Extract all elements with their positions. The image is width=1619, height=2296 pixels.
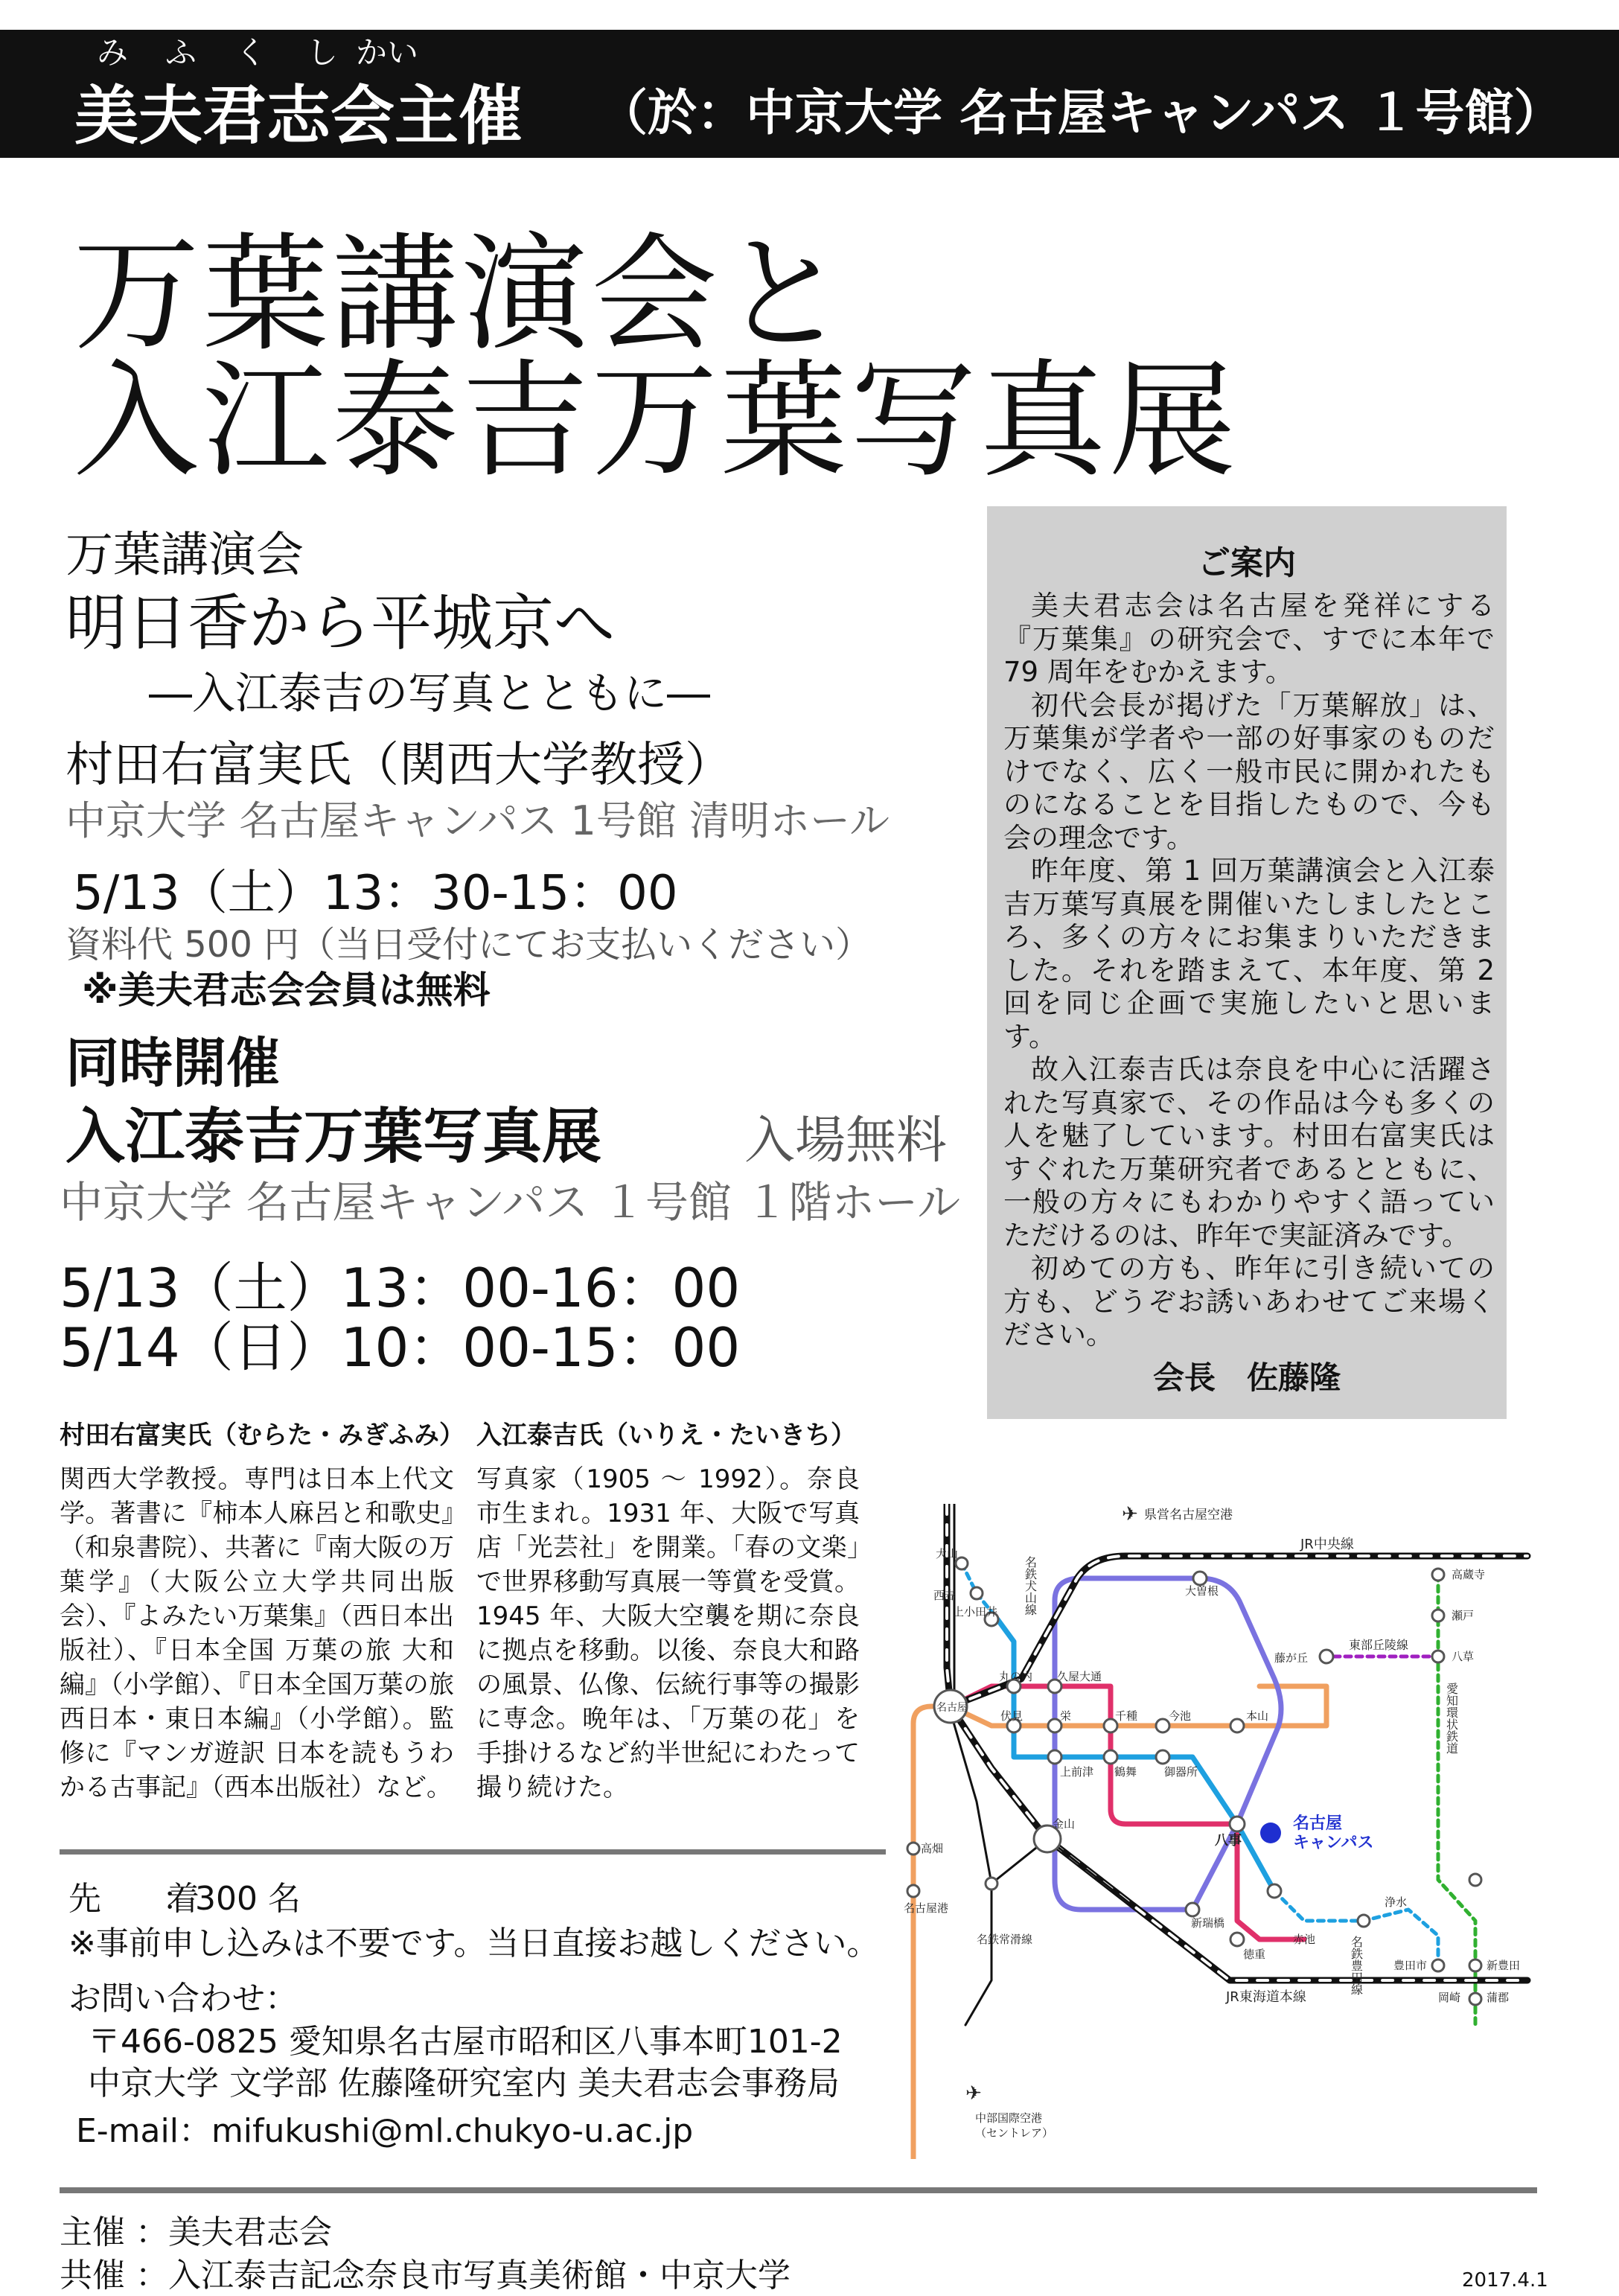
- station-label: 赤池: [1293, 1933, 1316, 1946]
- ruby-shi: し: [307, 34, 339, 71]
- contact-label: お問い合わせ：: [68, 1980, 298, 2018]
- bio-murata-heading: 村田右富実氏（むらた・みぎふみ）: [60, 1420, 464, 1450]
- organizer: 主催 ：美夫君志会: [60, 2213, 332, 2251]
- station-label: 久屋大通: [1057, 1670, 1102, 1683]
- info-paragraph: 昨年度、第 1 回万葉講演会と入江泰吉万葉写真展を開催いたしましたところ、多くの方々にお集まりいただきました。それを踏まえて、本年度、第 2 回を同じ企画で実施したいと思います。: [1003, 855, 1495, 1053]
- line-label: JR中央線: [1300, 1537, 1354, 1552]
- meitetsu-line: [953, 1504, 1133, 2025]
- campus-label: 名古屋: [1293, 1814, 1343, 1833]
- station-label: 御器所: [1164, 1765, 1198, 1779]
- airport-icon: ✈: [1122, 1504, 1138, 1525]
- map-lines: [913, 1504, 1527, 2159]
- station-label: 上小田井: [953, 1605, 998, 1619]
- station-label: 新豊田: [1487, 1959, 1521, 1972]
- bio-irie-body: 写真家（1905 ～ 1992）。奈良市生まれ。1931 年、大阪で写真店「光芸社」を開業。「春の文楽」で世界移動写真展一等賞を受賞。1945 年、大阪大空襲を期に奈良に拠点を移動。以後、奈良大和路の風景、仏像、伝統行事等の撮影に専念。晩年は、「万葉の花」を手掛けるなど約半世紀にわたって撮り続けた。: [476, 1464, 860, 1802]
- station-label: 藤が丘: [1274, 1651, 1309, 1665]
- station-marker: [1358, 1915, 1370, 1927]
- station-label: 西春: [933, 1589, 957, 1602]
- meijo-line: [1055, 1578, 1281, 1910]
- ruby-fu: ふ: [165, 34, 197, 71]
- station-label: 八事: [1215, 1833, 1242, 1849]
- lecture-title: 明日香から平城京へ: [66, 588, 616, 659]
- station-label: 今池: [1169, 1709, 1192, 1723]
- airport-label: 県営名古屋空港: [1144, 1508, 1233, 1522]
- line-label: 東部丘陵線: [1349, 1638, 1409, 1652]
- contact-email: E-mail：mifukushi@ml.chukyo-u.ac.jp: [76, 2112, 694, 2150]
- capacity-value: ：300 名: [162, 1880, 301, 1918]
- info-paragraph: 故入江泰吉氏は奈良を中心に活躍された写真家で、その作品は今も多くの人を魅了しています。村田右富実氏はすぐれた万葉研究者であるとともに、一般の方々にもわかりやすく語っていただけるのは、昨年で実証済みです。: [1003, 1053, 1495, 1251]
- station-label: 岡崎: [1438, 1991, 1461, 2004]
- campus-marker: [1260, 1823, 1281, 1843]
- station-label: 蒲郡: [1487, 1991, 1510, 2004]
- exhibition-title: 入江泰吉万葉写真展: [66, 1102, 601, 1171]
- info-paragraph: 初めての方も、昨年に引き続いての方も、どうぞお誘いあわせてご来場ください。: [1003, 1252, 1495, 1351]
- station-marker: [1156, 1750, 1169, 1764]
- station-marker: [1432, 1610, 1444, 1621]
- no-reservation-note: ※事前申し込みは不要です。当日直接お越しください。: [68, 1925, 880, 1962]
- header-venue: （於：中京大学 名古屋キャンパス １号館）: [598, 84, 1563, 141]
- station-label: 名古屋: [936, 1702, 968, 1714]
- station-label: 大曽根: [1185, 1584, 1219, 1598]
- station-marker: [1186, 1903, 1199, 1916]
- station-marker: [1469, 1959, 1481, 1971]
- exhibition-time-day1: 5/13（土）13：00-16：00: [60, 1257, 741, 1319]
- station-marker: [1193, 1572, 1207, 1585]
- info-box-signature: 会長 佐藤隆: [1152, 1359, 1341, 1396]
- station-label: 金山: [1053, 1817, 1076, 1831]
- station-marker: [1320, 1650, 1333, 1663]
- station-marker: [1432, 1569, 1444, 1581]
- date-stamp: 2017.4.1: [1462, 2269, 1548, 2292]
- station-label: 新瑞橋: [1191, 1916, 1225, 1930]
- route-map: [887, 1504, 1557, 2159]
- co-organizer: 共催 ：入江泰吉記念奈良市写真美術館・中京大学: [60, 2257, 791, 2295]
- ruby-mi: み: [97, 34, 129, 71]
- aichi-kanjo-line: [1438, 1575, 1475, 2025]
- station-label: 八草: [1452, 1650, 1475, 1663]
- station-marker: [1230, 1817, 1245, 1831]
- station-label: 徳重: [1243, 1948, 1266, 1961]
- campus-label: キャンパス: [1293, 1834, 1374, 1852]
- main-title-line2: 入江泰吉万葉写真展: [73, 348, 1239, 495]
- station-marker: [1469, 1874, 1481, 1886]
- exhibition-venue: 中京大学 名古屋キャンパス １号館 １階ホール: [60, 1177, 961, 1228]
- line-label: JR東海道本線: [1226, 1989, 1306, 2005]
- station-label: 上前津: [1060, 1765, 1094, 1779]
- station-marker: [1156, 1719, 1169, 1732]
- divider: [60, 2187, 1537, 2193]
- member-note: ※美夫君志会会員は無料: [82, 969, 491, 1012]
- station-marker: [1230, 1719, 1244, 1732]
- airport-label: （セントレア）: [975, 2126, 1054, 2140]
- bio-irie-heading: 入江泰吉氏（いりえ・たいきち）: [476, 1420, 856, 1450]
- station-label: 栄: [1060, 1709, 1072, 1723]
- header-title: 美夫君志会主催: [74, 79, 523, 153]
- capacity-label: 先 着: [68, 1880, 199, 1918]
- airport-icon: ✈: [965, 2082, 982, 2105]
- info-paragraph: 美夫君志会は名古屋を発祥にする『万葉集』の研究会で、すでに本年で 79 周年をむかえます。: [1003, 590, 1495, 688]
- station-marker: [907, 1885, 919, 1897]
- exhibition-time-day2: 5/14（日）10：00-15：00: [60, 1316, 741, 1379]
- lecture-speaker: 村田右富実氏（関西大学教授）: [66, 738, 732, 793]
- exhibition-free-admission: 入場無料: [744, 1112, 948, 1170]
- info-box-body: [1003, 590, 1495, 1352]
- contact-postal-address: 〒466-0825 愛知県名古屋市昭和区八事本町101-2: [88, 2023, 843, 2061]
- station-marker: [1432, 1959, 1444, 1971]
- station-marker: [971, 1587, 983, 1599]
- line-label: 名鉄犬山線: [1023, 1556, 1038, 1616]
- line-label: 名鉄常滑線: [977, 1933, 1033, 1946]
- lecture-fee: 資料代 500 円（当日受付にてお支払いください）: [66, 924, 872, 966]
- divider: [60, 1849, 886, 1855]
- station-label: 千種: [1115, 1709, 1138, 1723]
- station-label: 丸の内: [999, 1670, 1033, 1683]
- info-box: [987, 506, 1507, 1419]
- contact-office: 中京大学 文学部 佐藤隆研究室内 美夫君志会事務局: [88, 2064, 840, 2102]
- station-marker: [1048, 1750, 1061, 1764]
- station-marker: [1469, 1993, 1481, 2005]
- station-label: 本山: [1246, 1709, 1269, 1723]
- station-label: 浄水: [1385, 1895, 1408, 1909]
- bio-murata-body: 関西大学教授。専門は日本上代文学。著書に『柿本人麻呂と和歌史』（和泉書院）、共著に『南大阪の万葉学』（大阪公立大学共同出版会）、『よみたい万葉集』（西日本出版社）、『日本全国 万葉の旅 大和編』（小学館）、『日本全国万葉の旅 西日本・東日本編』（小学館）。監修に『マンガ遊訳 日本を読もうわかる古事記』（西本出版社）など。: [60, 1464, 454, 1802]
- station-label: 豊田市: [1393, 1959, 1428, 1972]
- lecture-subtitle: ―入江泰吉の写真とともに―: [149, 668, 711, 718]
- lecture-heading: 万葉講演会: [66, 528, 304, 583]
- concurrent-heading: 同時開催: [66, 1032, 281, 1094]
- station-marker: [1104, 1750, 1117, 1764]
- station-label: 名古屋港: [904, 1901, 949, 1915]
- station-marker: [907, 1843, 919, 1855]
- station-label: 鶴舞: [1114, 1765, 1137, 1779]
- station-marker: [1432, 1651, 1444, 1662]
- lecture-time: 5/13（土）13：30-15：00: [73, 866, 678, 921]
- info-paragraph: 初代会長が掲げた「万葉解放」は、万葉集が学者や一部の好事家のものだけでなく、広く一般市民に開かれたものになることを目指したもので、今も会の理念です。: [1003, 689, 1495, 854]
- station-label: 犬山: [936, 1547, 959, 1560]
- info-box-title: ご案内: [1198, 544, 1296, 582]
- line-label: 名鉄豊田線: [1349, 1936, 1364, 1995]
- station-label: 高蔵寺: [1452, 1568, 1486, 1581]
- station-label: 高畑: [921, 1842, 944, 1855]
- main-title-line1: 万葉講演会と: [73, 221, 851, 369]
- station-marker: [986, 1878, 997, 1890]
- ruby-kai: かい: [356, 34, 419, 71]
- airport-label: 中部国際空港: [975, 2111, 1043, 2125]
- station-marker: [1230, 1933, 1244, 1946]
- line-label: 愛知環状鉄道: [1444, 1683, 1459, 1754]
- ruby-ku: く: [235, 34, 267, 71]
- station-marker: [1268, 1884, 1281, 1898]
- lecture-venue: 中京大学 名古屋キャンパス 1号館 清明ホール: [66, 797, 890, 844]
- station-label: 瀬戸: [1452, 1609, 1475, 1622]
- station-label: 伏見: [1000, 1709, 1024, 1723]
